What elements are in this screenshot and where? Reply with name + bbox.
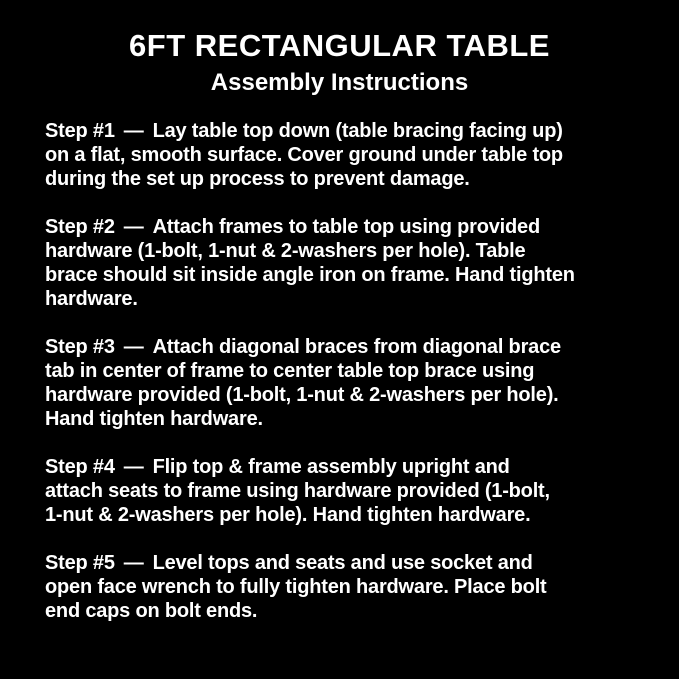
step-line: hardware (1-bolt, 1-nut & 2-washers per hole). Table bbox=[45, 239, 526, 262]
step-2 bbox=[45, 215, 649, 311]
step-label: Step #1 bbox=[45, 119, 115, 142]
step-text: Attach diagonal braces from diagonal brace bbox=[152, 335, 561, 358]
step-5 bbox=[45, 551, 649, 623]
em-dash: — bbox=[123, 215, 144, 238]
page-title: 6FT RECTANGULAR TABLE bbox=[129, 28, 550, 63]
step-line: tab in center of frame to center table top brace using bbox=[45, 359, 535, 382]
poster-header bbox=[0, 27, 679, 98]
step-line: Hand tighten hardware. bbox=[45, 407, 263, 430]
em-dash: — bbox=[123, 335, 144, 358]
em-dash: — bbox=[123, 455, 144, 478]
step-line bbox=[45, 455, 649, 479]
instructions-list bbox=[0, 119, 679, 623]
em-dash: — bbox=[123, 119, 144, 142]
step-line bbox=[45, 119, 649, 143]
step-line bbox=[45, 215, 649, 239]
step-line: 1-nut & 2-washers per hole). Hand tighten hardware. bbox=[45, 503, 531, 526]
page-subtitle: Assembly Instructions bbox=[210, 69, 469, 97]
step-line: during the set up process to prevent damage. bbox=[45, 167, 470, 190]
step-text: Flip top & frame assembly upright and bbox=[152, 455, 510, 478]
step-line: brace should sit inside angle iron on frame. Hand tighten bbox=[45, 263, 575, 286]
step-3 bbox=[45, 335, 649, 431]
step-text: Attach frames to table top using provided bbox=[152, 215, 540, 238]
step-label: Step #3 bbox=[45, 335, 115, 358]
step-1 bbox=[45, 119, 649, 191]
step-line: hardware. bbox=[45, 287, 138, 310]
step-line: end caps on bolt ends. bbox=[45, 599, 258, 622]
step-line: attach seats to frame using hardware provided (1-bolt, bbox=[45, 479, 550, 502]
step-line: hardware provided (1-bolt, 1-nut & 2-washers per hole). bbox=[45, 383, 559, 406]
step-line bbox=[45, 335, 649, 359]
step-label: Step #5 bbox=[45, 551, 115, 574]
em-dash: — bbox=[123, 551, 144, 574]
step-line bbox=[45, 551, 649, 575]
step-label: Step #4 bbox=[45, 455, 115, 478]
step-4 bbox=[45, 455, 649, 527]
step-line: open face wrench to fully tighten hardware. Place bolt bbox=[45, 575, 547, 598]
step-text: Lay table top down (table bracing facing up) bbox=[152, 119, 563, 142]
step-line: on a flat, smooth surface. Cover ground under table top bbox=[45, 143, 563, 166]
step-text: Level tops and seats and use socket and bbox=[152, 551, 533, 574]
step-label: Step #2 bbox=[45, 215, 115, 238]
